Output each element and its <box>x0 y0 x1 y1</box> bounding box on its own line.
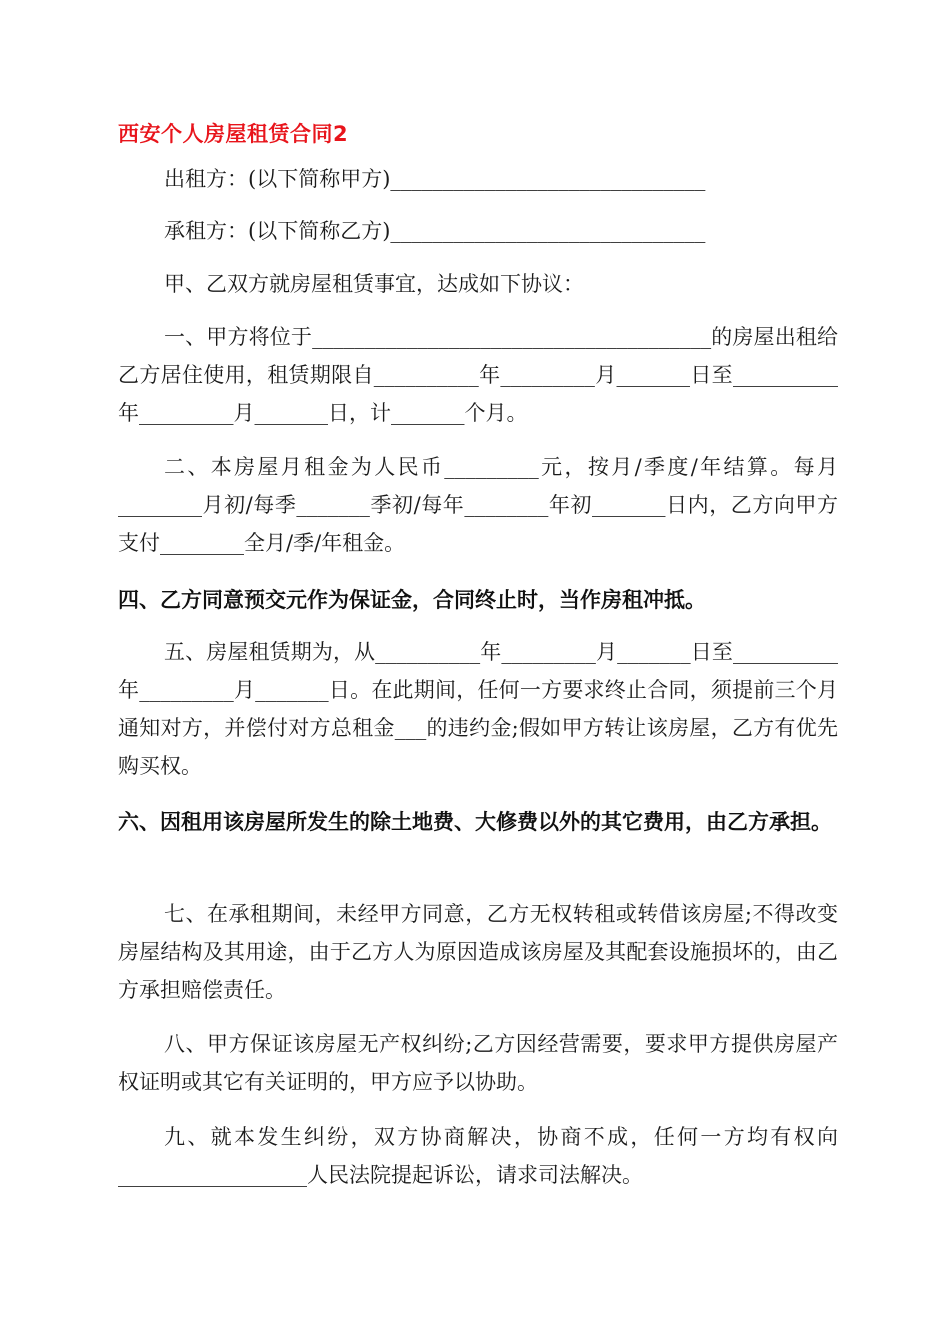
clause-4: 四、乙方同意预交元作为保证金，合同终止时，当作房租冲抵。 <box>118 588 706 612</box>
clause-9: 九、就本发生纠纷，双方协商解决，协商不成，任何一方均有权向__________________人民法院提起诉讼，请求司法解决。 <box>118 1125 838 1187</box>
clause-6: 六、因租用该房屋所发生的除土地费、大修费以外的其它费用，由乙方承担。 <box>118 810 832 834</box>
lessor-line: 出租方：(以下简称甲方)______________________________ <box>164 167 706 191</box>
document-title: 西安个人房屋租赁合同2 <box>118 122 349 146</box>
clause-2: 二、本房屋月租金为人民币_________元，按月/季度/年结算。每月________月初/每季_______季初/每年________年初_______日内，乙方向甲方支付________全月/季/年租金。 <box>118 455 838 555</box>
clause-7: 七、在承租期间，未经甲方同意，乙方无权转租或转借该房屋;不得改变房屋结构及其用途，由于乙方人为原因造成该房屋及其配套设施损坏的，由乙方承担赔偿责任。 <box>118 902 838 1002</box>
lessee-line: 承租方：(以下简称乙方)______________________________ <box>164 219 706 243</box>
clause-5: 五、房屋租赁期为，从__________年_________月_______日至__________年_________月_______日。在此期间，任何一方要求终止合同，须提前三个月通知对方，并偿付对方总租金___的违约金;假如甲方转让该房屋，乙方有优先购买权。 <box>118 640 838 778</box>
clause-1: 一、甲方将位于______________________________________的房屋出租给乙方居住使用，租赁期限自__________年_________月_______日至__________年_________月_______日，计_______个月。 <box>118 325 838 425</box>
clause-8: 八、甲方保证该房屋无产权纠纷;乙方因经营需要，要求甲方提供房屋产权证明或其它有关证明的，甲方应予以协助。 <box>118 1032 838 1094</box>
intro-line: 甲、乙双方就房屋租赁事宜，达成如下协议： <box>164 272 584 296</box>
